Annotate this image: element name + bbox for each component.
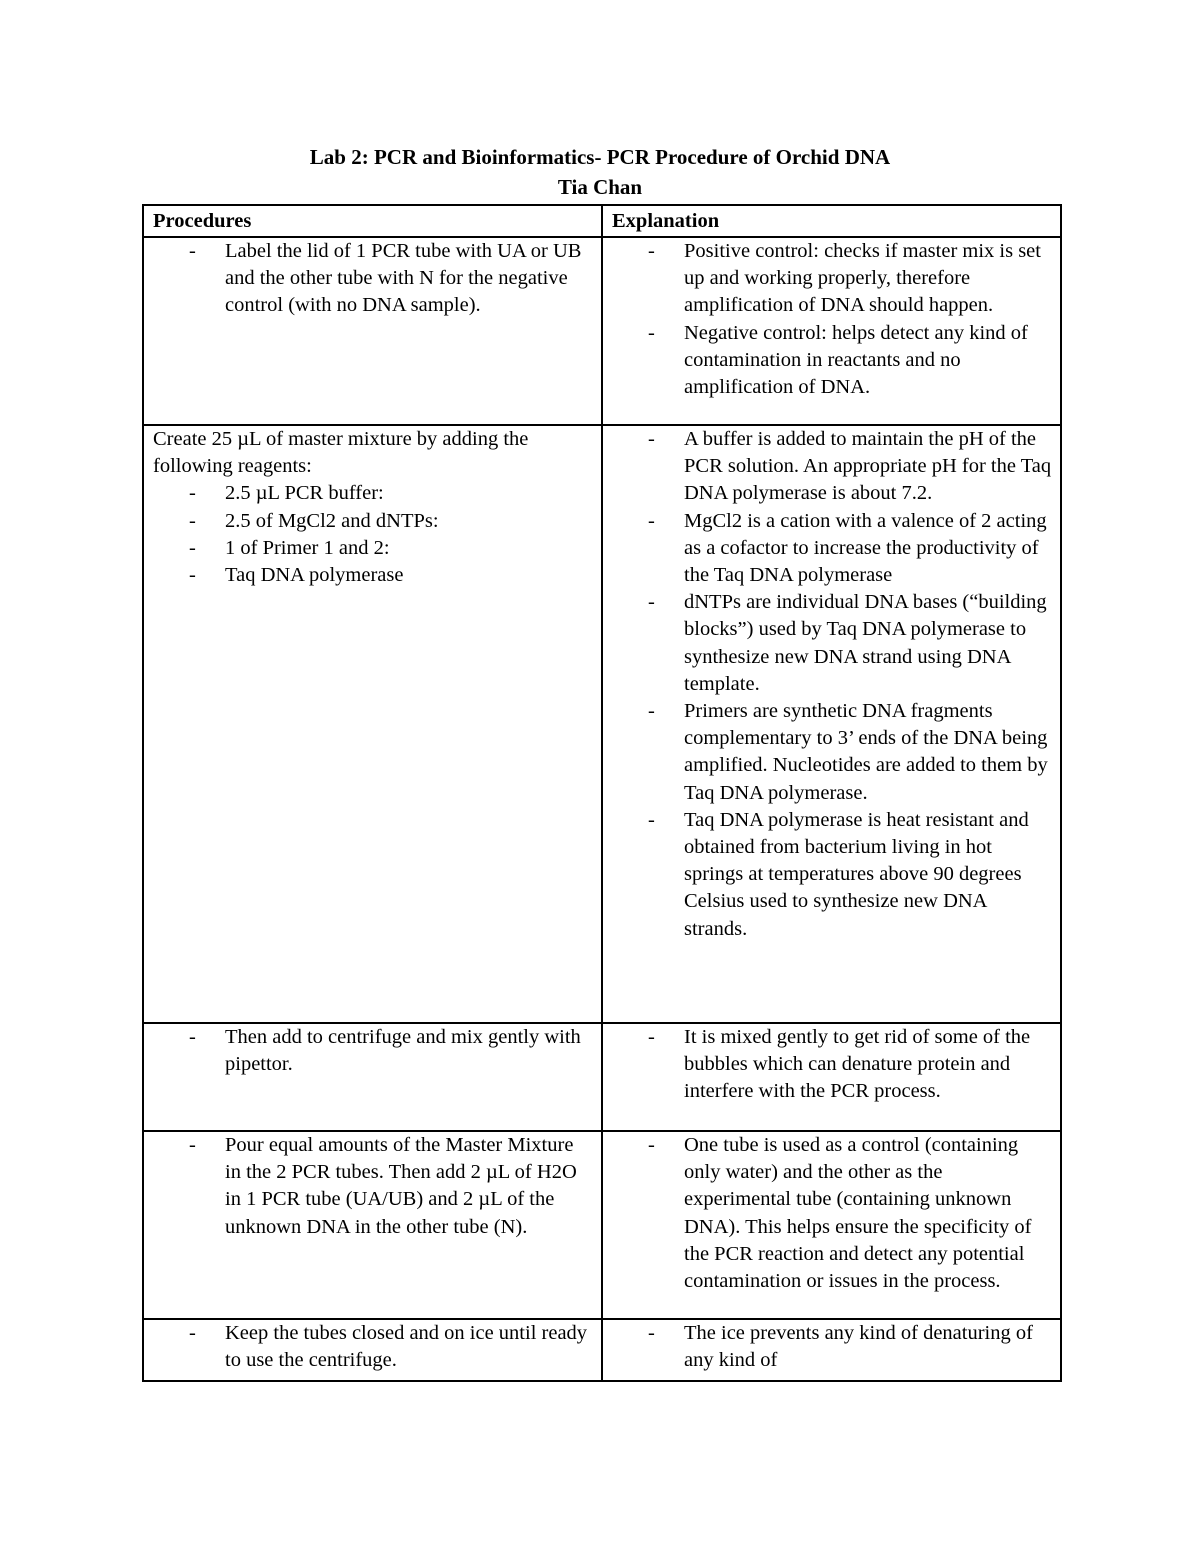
explanation-item bbox=[612, 1024, 1052, 1106]
explanation-list bbox=[612, 1132, 1052, 1295]
table-row bbox=[143, 1131, 1061, 1319]
procedure-cell bbox=[143, 1131, 602, 1319]
procedure-item bbox=[153, 1132, 593, 1241]
explanation-list bbox=[612, 1024, 1052, 1106]
procedure-item-text: Then add to centrifuge and mix gently with pipettor. bbox=[225, 1026, 581, 1076]
explanation-item-text: dNTPs are individual DNA bases (“building blocks”) used by Taq DNA polymerase to synthesize new DNA strand using DNA template. bbox=[684, 591, 1047, 695]
explanation-item-text: Taq DNA polymerase is heat resistant and obtained from bacterium living in hot springs at temperatures above 90 degrees Celsius used to synthesize new DNA strands. bbox=[684, 808, 1029, 940]
dash-bullet: - bbox=[648, 240, 655, 262]
explanation-list bbox=[612, 238, 1052, 401]
procedure-item bbox=[153, 1320, 593, 1374]
procedure-list bbox=[153, 1024, 593, 1078]
dash-bullet: - bbox=[648, 1322, 655, 1344]
explanation-item-text: The ice prevents any kind of denaturing of any kind of bbox=[684, 1322, 1033, 1372]
procedure-table bbox=[142, 204, 1062, 1382]
explanation-item bbox=[612, 320, 1052, 402]
document-author: Tia Chan bbox=[557, 175, 643, 199]
explanation-cell bbox=[602, 1023, 1061, 1131]
dash-bullet: - bbox=[189, 482, 196, 505]
dash-bullet: - bbox=[648, 321, 655, 344]
explanation-item bbox=[612, 698, 1052, 807]
explanation-item bbox=[612, 589, 1052, 698]
explanation-item-text: Positive control: checks if master mix is set up and working properly, therefore amplification of DNA should happen. bbox=[684, 240, 1041, 317]
procedure-cell bbox=[143, 237, 602, 425]
table-header-row bbox=[143, 205, 1061, 237]
explanation-item-text: Primers are synthetic DNA fragments complementary to 3’ ends of the DNA being amplified. Nucleotides are added to them by Taq DNA polymerase. bbox=[684, 700, 1048, 804]
procedure-item bbox=[153, 535, 593, 562]
explanation-item-text: One tube is used as a control (containing only water) and the other as the experimental tube (containing unknown DNA). This helps ensure the specificity of the PCR reaction and detect any potential contamination or issues in the process. bbox=[684, 1134, 1032, 1293]
explanation-item bbox=[612, 238, 1052, 320]
explanation-item bbox=[612, 426, 1052, 508]
explanation-item bbox=[612, 1320, 1052, 1374]
table-row bbox=[143, 1319, 1061, 1381]
dash-bullet: - bbox=[189, 564, 196, 587]
procedure-item bbox=[153, 562, 593, 589]
explanation-cell bbox=[602, 1131, 1061, 1319]
explanation-item-text: Negative control: helps detect any kind of contamination in reactants and no amplification of DNA. bbox=[684, 321, 1028, 399]
explanation-list bbox=[612, 426, 1052, 943]
procedure-intro: Create 25 µL of master mixture by adding the following reagents: bbox=[153, 428, 529, 478]
table-row bbox=[143, 425, 1061, 1023]
dash-bullet: - bbox=[648, 808, 655, 831]
dash-bullet: - bbox=[648, 700, 655, 723]
explanation-cell bbox=[602, 1319, 1061, 1381]
procedure-item-text: Pour equal amounts of the Master Mixture in the 2 PCR tubes. Then add 2 µL of H2O in 1 PCR tube (UA/UB) and 2 µL of the unknown DNA in the other tube (N). bbox=[225, 1134, 577, 1238]
procedure-item bbox=[153, 508, 593, 535]
explanation-item bbox=[612, 508, 1052, 590]
procedure-item-text: Label the lid of 1 PCR tube with UA or UB and the other tube with N for the negative control (with no DNA sample). bbox=[225, 240, 582, 317]
dash-bullet: - bbox=[189, 536, 196, 559]
procedure-item-text: Keep the tubes closed and on ice until ready to use the centrifuge. bbox=[225, 1322, 588, 1372]
procedure-list bbox=[153, 1132, 593, 1241]
table-row bbox=[143, 237, 1061, 425]
procedure-cell bbox=[143, 1023, 602, 1131]
procedure-item-text: 2.5 of MgCl2 and dNTPs: bbox=[225, 509, 439, 532]
procedure-cell bbox=[143, 1319, 602, 1381]
explanation-cell bbox=[602, 425, 1061, 1023]
procedure-item bbox=[153, 1024, 593, 1078]
table-row bbox=[143, 1023, 1061, 1131]
dash-bullet: - bbox=[189, 1134, 196, 1156]
explanation-item-text: MgCl2 is a cation with a valence of 2 acting as a cofactor to increase the productivity of the Taq DNA polymerase bbox=[684, 509, 1047, 587]
explanation-item-text: A buffer is added to maintain the pH of the PCR solution. An appropriate pH for the Taq DNA polymerase is about 7.2. bbox=[684, 428, 1052, 505]
dash-bullet: - bbox=[189, 1322, 196, 1344]
dash-bullet: - bbox=[648, 591, 655, 614]
explanation-cell bbox=[602, 237, 1061, 425]
explanation-item-text: It is mixed gently to get rid of some of the bubbles which can denature protein and interfere with the PCR process. bbox=[684, 1026, 1031, 1103]
dash-bullet: - bbox=[189, 1026, 196, 1048]
dash-bullet: - bbox=[648, 1134, 655, 1156]
table-body bbox=[143, 237, 1061, 1381]
procedure-item-text: 2.5 µL PCR buffer: bbox=[225, 482, 384, 505]
procedure-cell bbox=[143, 425, 602, 1023]
dash-bullet: - bbox=[189, 509, 196, 532]
procedure-item-text: 1 of Primer 1 and 2: bbox=[225, 536, 390, 559]
explanation-item bbox=[612, 807, 1052, 943]
procedure-list bbox=[153, 480, 593, 589]
explanation-header: Explanation bbox=[602, 205, 1061, 237]
document-title: Lab 2: PCR and Bioinformatics- PCR Procedure of Orchid DNA bbox=[309, 145, 891, 169]
dash-bullet: - bbox=[648, 509, 655, 532]
dash-bullet: - bbox=[648, 1026, 655, 1048]
procedure-list bbox=[153, 1320, 593, 1374]
dash-bullet: - bbox=[189, 240, 196, 262]
dash-bullet: - bbox=[648, 428, 655, 450]
procedure-item bbox=[153, 480, 593, 507]
explanation-item bbox=[612, 1132, 1052, 1295]
procedures-header: Procedures bbox=[143, 205, 602, 237]
procedure-item bbox=[153, 238, 593, 320]
procedure-list bbox=[153, 238, 593, 320]
procedure-item-text: Taq DNA polymerase bbox=[225, 564, 404, 587]
explanation-list bbox=[612, 1320, 1052, 1374]
